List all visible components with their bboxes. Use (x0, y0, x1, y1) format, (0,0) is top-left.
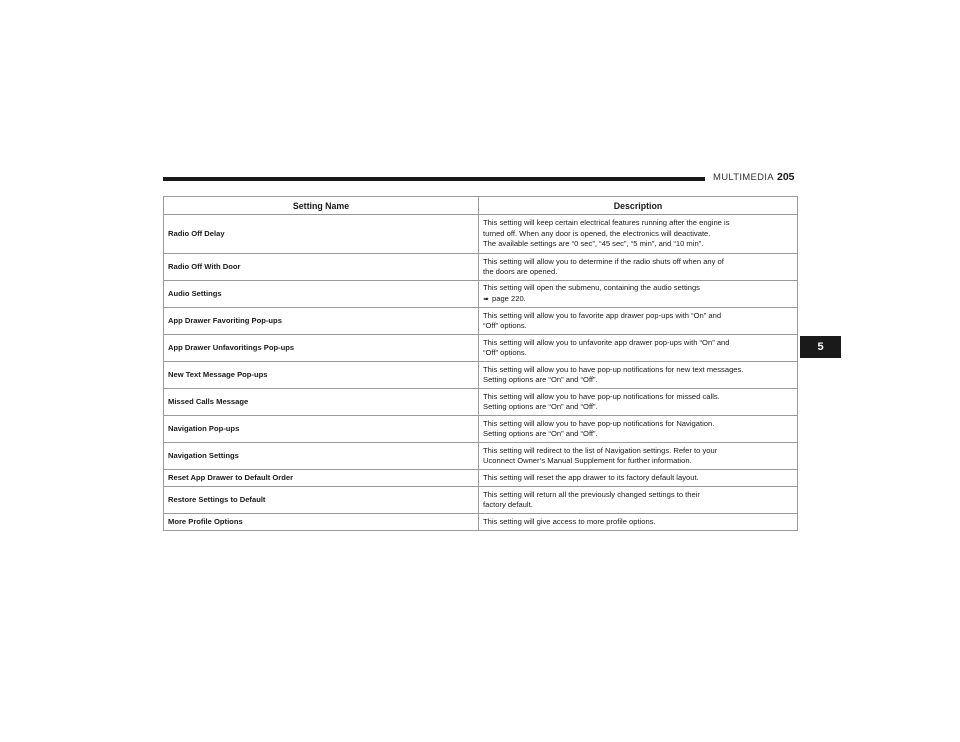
table-row (164, 389, 798, 416)
setting-description (479, 470, 798, 487)
table-row (164, 416, 798, 443)
table-row (164, 470, 798, 487)
page-reference[interactable] (483, 294, 793, 306)
description-line: This setting will allow you to have pop-up notifications for missed calls. (483, 391, 720, 401)
description-line: This setting will allow you to favorite app drawer pop-ups with “On” and (483, 310, 722, 320)
description-line: This setting will reset the app drawer to its factory default layout. (483, 472, 699, 482)
setting-name: Restore Settings to Default (164, 487, 479, 514)
setting-description (479, 308, 798, 335)
description-line: Uconnect Owner’s Manual Supplement for further information. (483, 456, 692, 465)
description-line: This setting will allow you to determine if the radio shuts off when any of (483, 256, 724, 266)
setting-name: Navigation Pop-ups (164, 416, 479, 443)
setting-name: Reset App Drawer to Default Order (164, 470, 479, 487)
description-line: Setting options are “On” and “Off”. (483, 402, 598, 411)
setting-name: Missed Calls Message (164, 389, 479, 416)
page-reference-text: page 220. (492, 293, 526, 303)
setting-description (479, 416, 798, 443)
description-line: “Off” options. (483, 321, 527, 330)
setting-description (479, 281, 798, 308)
page-number: 205 (777, 171, 795, 183)
setting-description (479, 362, 798, 389)
description-line: This setting will keep certain electrical features running after the engine is (483, 218, 730, 228)
description-line: “Off” options. (483, 348, 527, 357)
arrow-right-icon: ➠ (483, 295, 489, 303)
setting-description (479, 443, 798, 470)
table-row (164, 487, 798, 514)
description-line: This setting will allow you to have pop-up notifications for new text messages. (483, 364, 744, 374)
setting-description (479, 254, 798, 281)
description-line: Setting options are “On” and “Off”. (483, 375, 598, 384)
table-header-row (164, 197, 798, 215)
chapter-tab: 5 (800, 336, 841, 358)
setting-name: New Text Message Pop-ups (164, 362, 479, 389)
table-row (164, 308, 798, 335)
setting-name: App Drawer Favoriting Pop-ups (164, 308, 479, 335)
column-header-setting-name: Setting Name (164, 197, 479, 215)
description-line: This setting will allow you to unfavorite app drawer pop-ups with “On” and (483, 337, 730, 347)
setting-name: Audio Settings (164, 281, 479, 308)
setting-description (479, 514, 798, 531)
setting-name: App Drawer Unfavoritings Pop-ups (164, 335, 479, 362)
description-line: factory default. (483, 500, 533, 509)
section-title: MULTIMEDIA (713, 172, 774, 183)
description-line: This setting will return all the previously changed settings to their (483, 489, 700, 499)
description-line: the doors are opened. (483, 267, 558, 276)
column-header-description: Description (479, 197, 798, 215)
description-line: Setting options are “On” and “Off”. (483, 429, 598, 438)
description-line: This setting will give access to more profile options. (483, 516, 656, 526)
setting-name: More Profile Options (164, 514, 479, 531)
setting-name: Navigation Settings (164, 443, 479, 470)
setting-description (479, 215, 798, 254)
setting-description (479, 335, 798, 362)
table-row (164, 514, 798, 531)
header-rule (163, 177, 705, 181)
table-row (164, 362, 798, 389)
description-line: This setting will redirect to the list of Navigation settings. Refer to your (483, 445, 718, 455)
table-row (164, 281, 798, 308)
description-line: This setting will allow you to have pop-up notifications for Navigation. (483, 418, 715, 428)
table-row (164, 335, 798, 362)
setting-name: Radio Off With Door (164, 254, 479, 281)
table-row (164, 443, 798, 470)
description-line: turned off. When any door is opened, the electronics will deactivate. (483, 228, 711, 238)
settings-table (163, 196, 798, 531)
table-row (164, 215, 798, 254)
table-row (164, 254, 798, 281)
description-line: The available settings are “0 sec”, “45 sec”, “5 min”, and “10 min”. (483, 239, 704, 249)
setting-name: Radio Off Delay (164, 215, 479, 254)
description-line: This setting will open the submenu, containing the audio settings (483, 283, 700, 292)
setting-description (479, 487, 798, 514)
setting-description (479, 389, 798, 416)
